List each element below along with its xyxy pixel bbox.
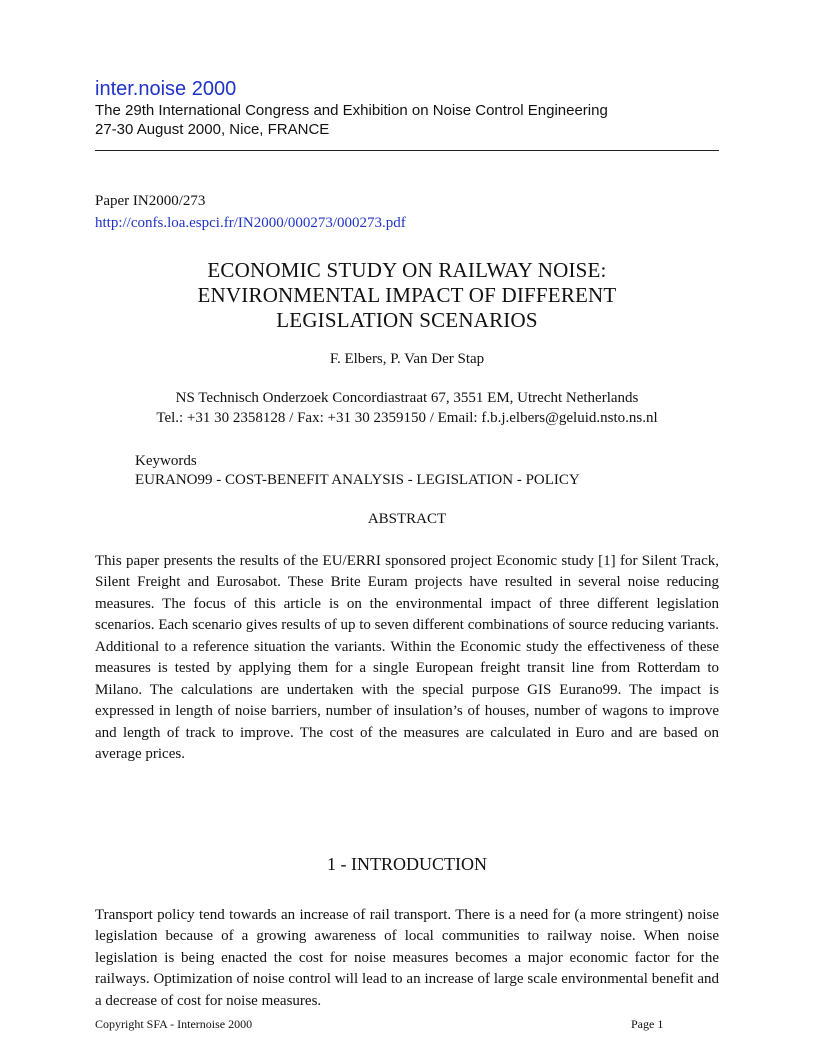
- header-divider: [95, 150, 719, 151]
- keywords-label: Keywords: [135, 453, 197, 469]
- contact-info: Tel.: +31 30 2358128 / Fax: +31 30 2359150 / Email: f.b.j.elbers@geluid.nsto.ns.nl: [156, 410, 658, 426]
- introduction-heading: 1 - INTRODUCTION: [327, 854, 487, 874]
- footer-copyright: Copyright SFA - Internoise 2000: [95, 1017, 253, 1031]
- abstract-text: This paper presents the results of the EU/ERRI sponsored project Economic study [1] for Silent Track, Silent Freight and Eurosabot. These Brite Euram projects have resulted in several noise reducing measures. The focus of this article is on the environmental impact of three different legislation scenarios. Each scenario gives results of up to seven different combinations of source reducing variants. Additional to a reference situation the variants. Within the Economic study the effectiveness of these measures is tested by applying them for a single European freight transit line from Rotterdam to Milano. The calculations are undertaken with the special purpose GIS Eurano99. The impact is expressed in length of noise barriers, number of insulation’s of houses, number of wagons to improve and length of track to improve. The cost of the measures are calculated in Euro and are based on average prices.: [95, 553, 719, 763]
- affiliation-block: [95, 388, 719, 428]
- abstract-heading: ABSTRACT: [367, 511, 447, 527]
- congress-line: The 29th International Congress and Exhibition on Noise Control Engineering: [95, 102, 608, 119]
- introduction-text: Transport policy tend towards an increase of rail transport. There is a need for (a more stringent) noise legislation because of a growing awareness of local communities to railway noise. When noise legislation is being enacted the cost for noise measures becomes a major economic factor for the railways. Optimization of noise control will lead to an increase of large scale environmental benefit and a decrease of cost for noise measures.: [95, 907, 719, 1009]
- footer-page-number: Page 1: [631, 1017, 664, 1031]
- title-line-3: LEGISLATION SCENARIOS: [276, 308, 538, 332]
- title-line-1: ECONOMIC STUDY ON RAILWAY NOISE:: [207, 258, 607, 282]
- keywords-block: [135, 452, 580, 490]
- conference-name: inter.noise 2000: [95, 78, 237, 100]
- title-line-2: ENVIRONMENTAL IMPACT OF DIFFERENT: [197, 283, 617, 307]
- conference-header: [95, 77, 719, 139]
- keywords-list: EURANO99 - COST-BENEFIT ANALYSIS - LEGISLATION - POLICY: [135, 472, 580, 488]
- paper-url-link[interactable]: http://confs.loa.espci.fr/IN2000/000273/000273.pdf: [95, 215, 406, 231]
- paper-title: [95, 258, 719, 333]
- authors: F. Elbers, P. Van Der Stap: [329, 351, 485, 367]
- paper-id: Paper IN2000/273: [95, 193, 206, 209]
- conference-date: 27-30 August 2000, Nice, FRANCE: [95, 121, 330, 138]
- affiliation: NS Technisch Onderzoek Concordiastraat 67, 3551 EM, Utrecht Netherlands: [175, 390, 639, 406]
